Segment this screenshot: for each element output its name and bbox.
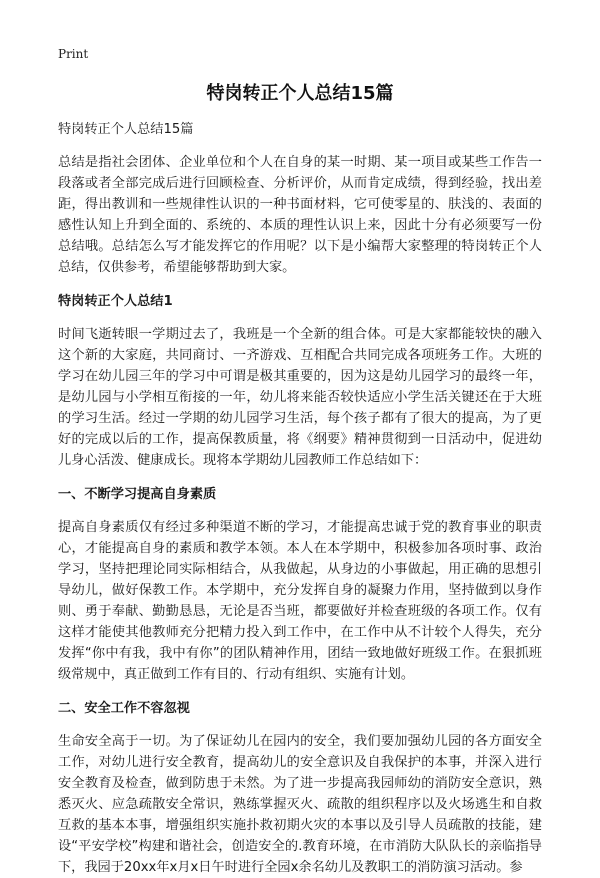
- section-1-heading: 特岗转正个人总结1: [58, 294, 173, 309]
- document-title: 特岗转正个人总结15篇: [206, 83, 394, 104]
- subsection-1-heading: 一、不断学习提高自身素质: [58, 487, 217, 502]
- intro-paragraph: 总结是指社会团体、企业单位和个人在自身的某一时期、某一项目或某些工作告一段落或者全部完成后进行回顾检查、分析评价，从而肯定成绩，得到经验，找出差距，得出教训和一些规律性认识的一种书面材料，它可使零星的、肤浅的、表面的感性认知上升到全面的、系统的、本质的理性认识上来，因此十分有必须要写一份总结哦。总结怎么写才能发挥它的作用呢？以下是小编帮大家整理的特岗转正个人总结，仅供参考，希望能够帮助到大家。: [58, 155, 542, 275]
- document-subtitle: 特岗转正个人总结15篇: [58, 122, 194, 137]
- subsection-2-heading: 二、安全工作不容忽视: [58, 701, 190, 716]
- section-1-paragraph: 时间飞逝转眼一学期过去了，我班是一个全新的组合体。可是大家都能较快的融入这个新的大家庭，共同商讨、一齐游戏、互相配合共同完成各项班务工作。大班的学习在幼儿园三年的学习中可谓是极其重要的，因为这是幼儿园学习的最终一年，是幼儿园与小学相互衔接的一年，幼儿将来能否较快适应小学生活关键还在于大班的学习生活。经过一学期的幼儿园学习生活，每个孩子都有了很大的提高，为了更好的完成以后的工作，提高保教质量，将《纲要》精神贯彻到一日活动中，促进幼儿身心活泼、健康成长。现将本学期幼儿园教师工作总结如下：: [58, 327, 542, 468]
- print-label: Print: [58, 47, 89, 61]
- subsection-1-paragraph: 提高自身素质仅有经过多种渠道不断的学习，才能提高忠诚于党的教育事业的职责心，才能提高自身的素质和教学本领。本人在本学期中，积极参加各项时事、政治学习，坚持把理论同实际相结合，从我做起，从身边的小事做起，用正确的思想引导幼儿，做好保教工作。本学期中，充分发挥自身的凝聚力作用，坚持做到以身作则、勇于奉献、勤勤恳恳，无论是否当班，都要做好并检查班级的各项工作。仅有这样才能使其他教师充分把精力投入到工作中，在工作中从不计较个人得失，充分发挥“你中有我，我中有你”的团队精神作用，团结一致地做好班级工作。在狠抓班级常规中，真正做到工作有目的、行动有组织、实施有计划。: [58, 520, 542, 682]
- subsection-2-paragraph: 生命安全高于一切。为了保证幼儿在园内的安全，我们要加强幼儿园的各方面安全工作，对幼儿进行安全教育，提高幼儿的安全意识及自我保护的本事，并深入进行安全教育及检查，做到防患于未然。为了进一步提高我园师幼的消防安全意识，熟悉灭火、应急疏散安全常识，熟练掌握灭火、疏散的组织程序以及火场逃生和自救互救的基本本事，增强组织实施扑救初期火灾的本事以及引导人员疏散的技能，建设“平安学校”构建和谐社会，创造安全的.教育环境，在市消防大队队长的亲临指导下，我园于20xx年x月x日午时进行全园x余名幼儿及教职工的消防演习活动。参: [58, 734, 542, 875]
- document-body: [58, 119, 542, 878]
